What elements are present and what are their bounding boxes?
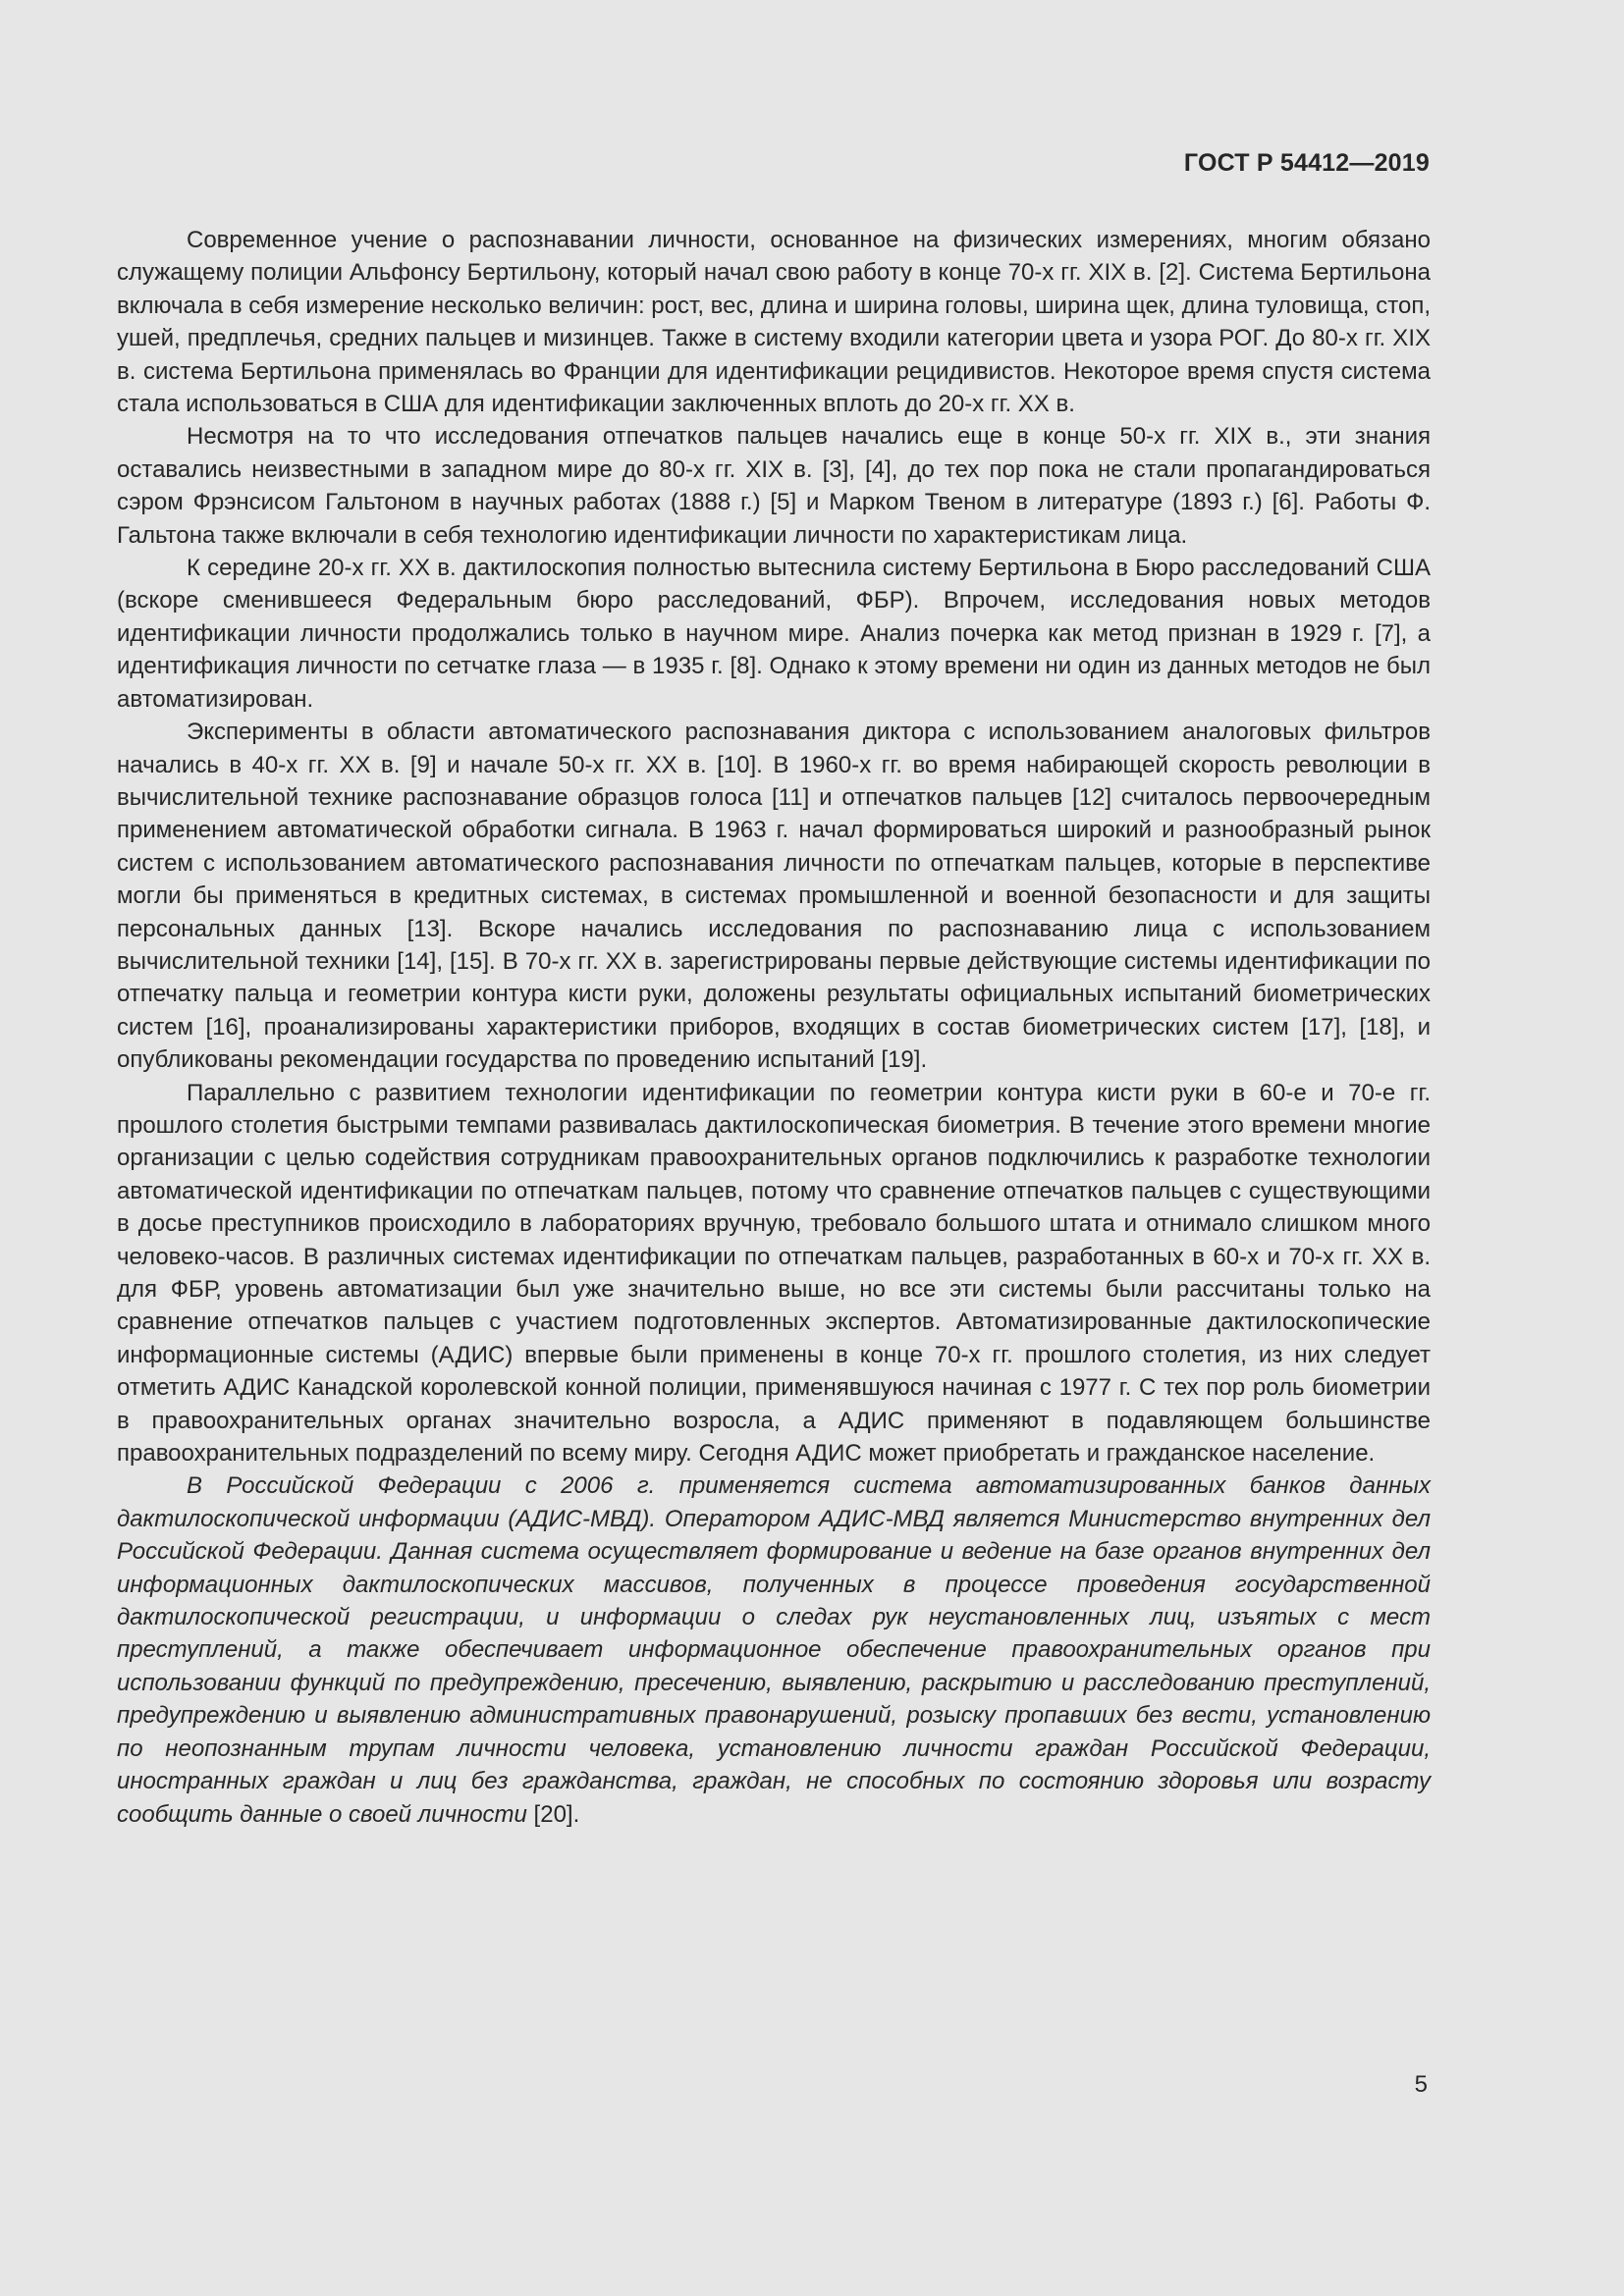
reference-citation: [20]. — [533, 1800, 580, 1828]
paragraph-adis-mvd-text: В Российской Федерации с 2006 г. применяется система автоматизированных банков данных дактилоскопической информации (АДИС-МВД). Оператором АДИС-МВД является Министерство внутренних дел Российской Федерации. Данная система осуществляет формирование и ведение на базе органов внутренних дел информационных дактилоскопических массивов, полученных в процессе проведения государственной дактилоскопической регистрации, и информации о следах рук неустановленных лиц, изъятых с мест преступлений, а также обеспечивает информационное обеспечение правоохранительных органов при использовании функций по предупреждению, пресечению, выявлению, раскрытию и расследованию преступлений, предупреждению и выявлению административных правонарушений, розыску пропавших без вести, установлению по неопознанным трупам личности человека, установлению личности граждан Российской Федерации, иностранных граждан и лиц без гражданства, граждан, не способных по состоянию здоровья или возрасту сообщить данные о своей личности — [117, 1472, 1431, 1828]
paragraph-fingerprints-history: Несмотря на то что исследования отпечатков пальцев начались еще в конце 50-х гг. XIX в., эти знания оставались неизвестными в западном мире до 80-х гг. XIX в. [3], [4], до тех пор пока не стали пропагандироваться сэром Фрэнсисом Гальтоном в научных работах (1888 г.) [5] и Марком Твеном в литературе (1893 г.) [6]. Работы Ф. Гальтона также включали в себя технологию идентификации личности по характеристикам лица. — [117, 423, 1431, 549]
paragraph-bertillon: Современное учение о распознавании личности, основанное на физических измерениях, многим обязано служащему полиции Альфонсу Бертильону, который начал свою работу в конце 70-х гг. XIX в. [2]. Система Бертильона включала в себя измерение несколько величин: рост, вес, длина и ширина головы, ширина щек, длина туловища, стоп, ушей, предплечья, средних пальцев и мизинцев. Также в систему входили категории цвета и узора РОГ. До 80-х гг. XIX в. система Бертильона применялась во Франции для идентификации рецидивистов. Некоторое время спустя система стала использоваться в США для идентификации заключенных вплоть до 20-х гг. XX в. — [117, 227, 1431, 418]
paragraph-adis-mvd — [117, 1469, 1431, 1830]
paragraph-adis: Параллельно с развитием технологии идентификации по геометрии контура кисти руки в 60-е и 70-е гг. прошлого столетия быстрыми темпами развивалась дактилоскопическая биометрия. В течение этого времени многие организации с целью содействия сотрудникам правоохранительных органов подключились к разработке технологии автоматической идентификации по отпечаткам пальцев, потому что сравнение отпечатков пальцев с существующими в досье преступников происходило в лабораториях вручную, требовало большого штата и отнимало слишком много человеко-часов. В различных системах идентификации по отпечаткам пальцев, разработанных в 60-х и 70-х гг. XX в. для ФБР, уровень автоматизации был уже значительно выше, но все эти системы были рассчитаны только на сравнение отпечатков пальцев с участием подготовленных экспертов. Автоматизированные дактилоскопические информационные системы (АДИС) впервые были применены в конце 70-х гг. прошлого столетия, из них следует отметить АДИС Канадской королевской конной полиции, применявшуюся начиная с 1977 г. С тех пор роль биометрии в правоохранительных органах значительно возросла, а АДИС применяют в подавляющем большинстве правоохранительных подразделений по всему миру. Сегодня АДИС может приобретать и гражданское население. — [117, 1079, 1431, 1468]
page-number: 5 — [1414, 2071, 1428, 2098]
page-body — [117, 224, 1431, 1831]
paragraph-experiments: Эксперименты в области автоматического распознавания диктора с использованием аналоговых фильтров начались в 40-х гг. XX в. [9] и начале 50-х гг. XX в. [10]. В 1960-х гг. во время набирающей скорость революции в вычислительной технике распознавание образцов голоса [11] и отпечатков пальцев [12] считалось первоочередным применением автоматической обработки сигнала. В 1963 г. начал формироваться широкий и разнообразный рынок систем с использованием автоматического распознавания личности по отпечаткам пальцев, которые в перспективе могли бы применяться в кредитных системах, в системах промышленной и военной безопасности и для защиты персональных данных [13]. Вскоре начались исследования по распознаванию лица с использованием вычислительной техники [14], [15]. В 70-х гг. XX в. зарегистрированы первые действующие системы идентификации по отпечатку пальца и геометрии контура кисти руки, доложены результаты официальных испытаний биометрических систем [16], проанализированы характеристики приборов, входящих в состав биометрических систем [17], [18], и опубликованы рекомендации государства по проведению испытаний [19]. — [117, 719, 1431, 1074]
document-header: ГОСТ Р 54412—2019 — [1183, 149, 1430, 177]
paragraph-dactyloscopy: К середине 20-х гг. XX в. дактилоскопия полностью вытеснила систему Бертильона в Бюро расследований США (вскоре сменившееся Федеральным бюро расследований, ФБР). Впрочем, исследования новых методов идентификации личности продолжались только в научном мире. Анализ почерка как метод признан в 1929 г. [7], а идентификация личности по сетчатке глаза — в 1935 г. [8]. Однако к этому времени ни один из данных методов не был автоматизирован. — [117, 555, 1431, 713]
